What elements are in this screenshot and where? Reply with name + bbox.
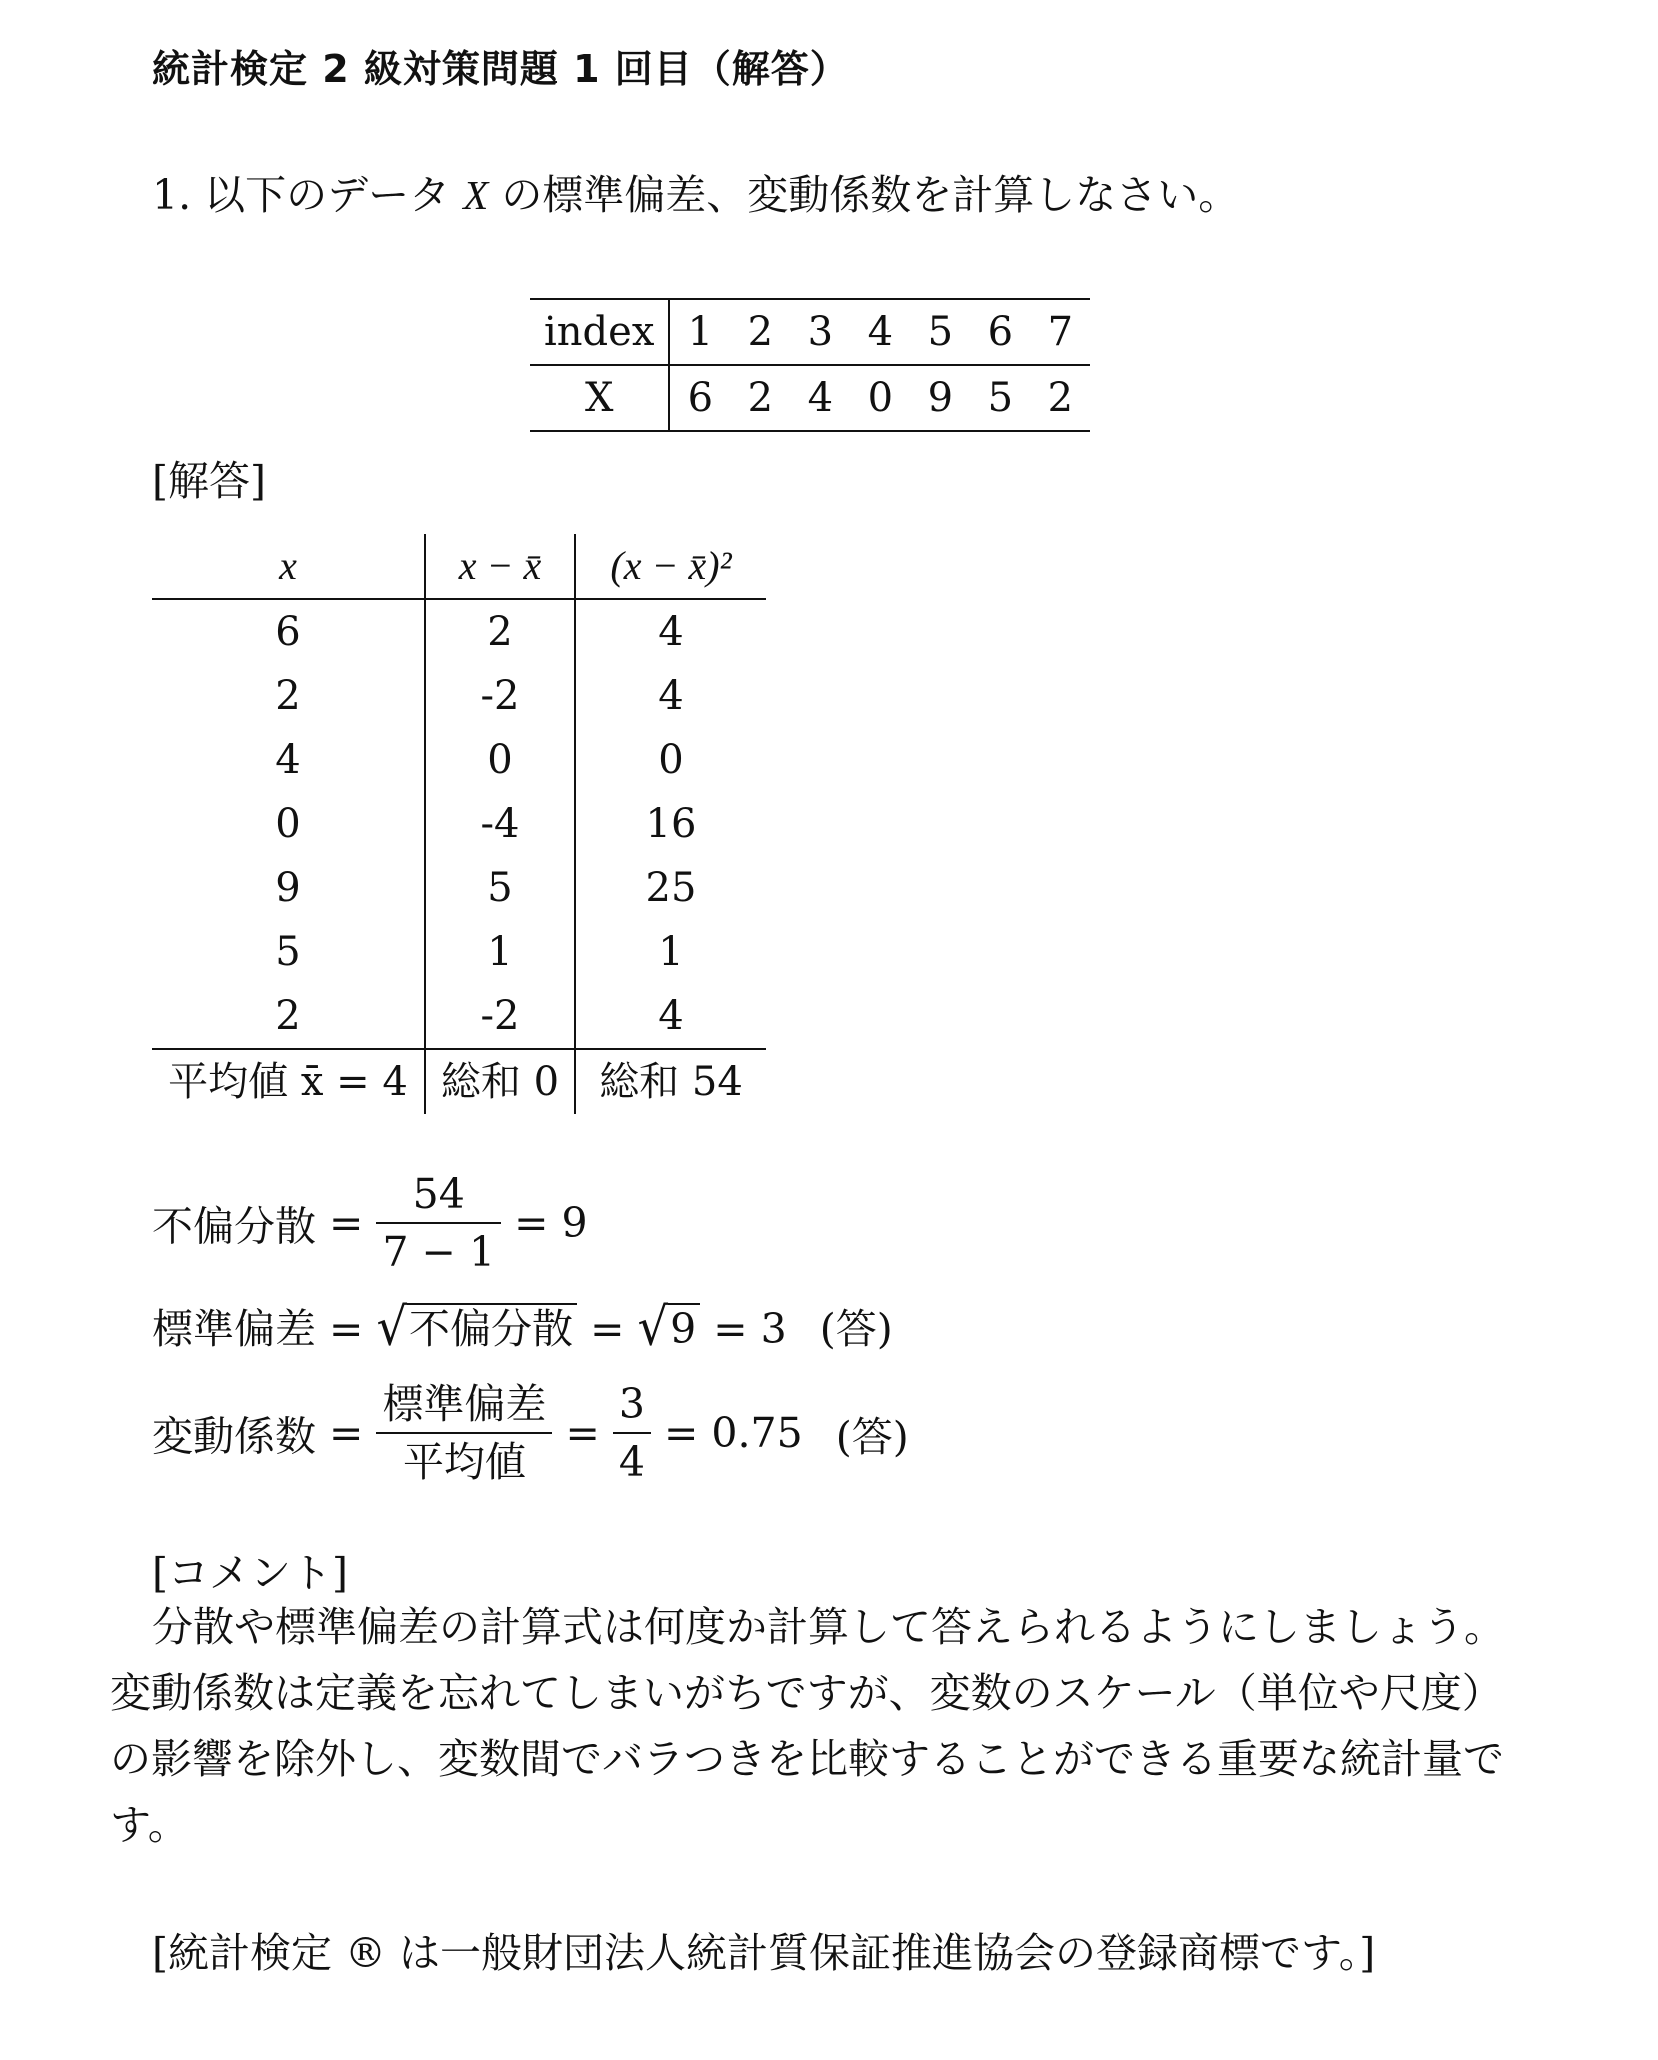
cv-answer-mark: (答) — [835, 1412, 909, 1461]
index-cell: 6 — [970, 299, 1030, 365]
page-title: 統計検定 2 級対策問題 1 回目（解答） — [152, 47, 849, 91]
value-cell: 2 — [730, 365, 790, 431]
cell-x: 9 — [152, 856, 425, 920]
question-text-after: の標準偏差、変動係数を計算しなさい。 — [501, 171, 1240, 219]
value-cell: 9 — [910, 365, 970, 431]
cell-deviation: -2 — [425, 664, 575, 728]
question-text — [152, 162, 1239, 221]
variance-fraction — [376, 1170, 501, 1276]
cell-deviation: -4 — [425, 792, 575, 856]
cell-squared: 0 — [658, 737, 684, 783]
table-row — [152, 664, 766, 728]
cell-squared: 4 — [658, 673, 684, 719]
sd-label: 標準偏差 — [152, 1305, 316, 1353]
cell-x: 2 — [152, 664, 425, 728]
work-table — [152, 534, 766, 1114]
comment-label: [コメント] — [152, 1549, 348, 1597]
data-table-row-label: X — [530, 365, 669, 431]
footer-sum-squared: 総和 54 — [575, 1049, 766, 1114]
cv-denominator-number: 4 — [618, 1438, 645, 1486]
cell-squared: 4 — [658, 609, 684, 655]
variance-formula: 不偏分散 = $\frac{54}{7 - 1}$ = 9 — [152, 1170, 588, 1276]
sd-sqrt-number: 9 — [668, 1303, 700, 1353]
question-variable: X — [463, 172, 489, 218]
table-row — [152, 920, 766, 984]
cell-x: 2 — [152, 984, 425, 1049]
cell-x: 5 — [152, 920, 425, 984]
data-table-header-label: index — [530, 299, 669, 365]
cell-squared: 16 — [645, 801, 697, 847]
value-cell: 2 — [1030, 365, 1090, 431]
index-cell: 7 — [1030, 299, 1090, 365]
question-number: 1. — [152, 171, 192, 219]
value-cell: 4 — [790, 365, 850, 431]
table-row — [152, 984, 766, 1049]
cv-fraction-numbers — [613, 1380, 651, 1486]
data-table-index-row — [530, 299, 1090, 365]
footer-sum-deviation: 総和 0 — [425, 1049, 575, 1114]
cell-deviation: -2 — [425, 984, 575, 1049]
cv-numerator: 標準偏差 — [376, 1380, 552, 1434]
value-cell: 6 — [669, 365, 730, 431]
table-row — [152, 728, 766, 792]
question-text-before: 以下のデータ — [204, 171, 451, 219]
header-x: x — [152, 534, 425, 599]
cv-numerator-number: 3 — [613, 1380, 651, 1434]
cell-x: 4 — [152, 728, 425, 792]
cv-fraction-words — [376, 1380, 552, 1486]
header-deviation: x − x̄ — [425, 534, 575, 599]
index-cell: 5 — [910, 299, 970, 365]
footer-mean: 平均値 x̄ = 4 — [152, 1049, 425, 1114]
table-row — [152, 792, 766, 856]
cv-formula: 変動係数 = $\frac{\text{標準偏差}}{\text{平均値}}$ = $\frac{3}{4}$ = 0.75 (答) — [152, 1380, 909, 1486]
table-row — [152, 856, 766, 920]
value-cell: 5 — [970, 365, 1030, 431]
comment-text: 分散や標準偏差の計算式は何度か計算して答えられるようにしましょう。変動係数は定義を忘れてしまいがちですが、変数のスケール（単位や尺度）の影響を除外し、変数間でバラつきを比較することができる重要な統計量です。 — [110, 1603, 1505, 1849]
cell-deviation: 1 — [425, 920, 575, 984]
variance-label: 不偏分散 — [152, 1202, 316, 1251]
answer-label: [解答] — [152, 457, 266, 505]
cv-label: 変動係数 — [152, 1412, 316, 1461]
cell-x: 0 — [152, 792, 425, 856]
data-table — [530, 298, 1090, 432]
variance-numerator: 54 — [376, 1170, 501, 1224]
cell-x: 6 — [152, 599, 425, 664]
index-cell: 3 — [790, 299, 850, 365]
sd-sqrt-value: √9 — [637, 1299, 700, 1355]
sd-radicand: 不偏分散 — [407, 1303, 577, 1353]
sd-sqrt: √不偏分散 — [376, 1299, 577, 1355]
cv-result: = 0.75 — [664, 1409, 803, 1457]
sd-formula: 標準偏差 = √不偏分散 = √9 = 3 (答) — [152, 1296, 893, 1358]
work-table-footer — [152, 1049, 766, 1114]
variance-result: = 9 — [514, 1199, 588, 1247]
index-cell: 2 — [730, 299, 790, 365]
work-table-header — [152, 534, 766, 599]
index-cell: 1 — [669, 299, 730, 365]
cell-deviation: 5 — [425, 856, 575, 920]
cell-squared: 4 — [658, 993, 684, 1039]
value-cell: 0 — [850, 365, 910, 431]
table-row — [152, 599, 766, 664]
cell-squared: 25 — [645, 865, 697, 911]
cell-squared: 1 — [658, 929, 684, 975]
header-squared-deviation: (x − x̄)² — [575, 534, 766, 599]
sd-answer-mark: (答) — [819, 1305, 893, 1353]
cv-denominator: 平均値 — [402, 1438, 526, 1486]
trademark-note: [統計検定 ® は一般財団法人統計質保証推進協会の登録商標です。] — [152, 1929, 1376, 1977]
data-table-value-row — [530, 365, 1090, 431]
cell-deviation: 2 — [425, 599, 575, 664]
index-cell: 4 — [850, 299, 910, 365]
sd-result: = 3 — [713, 1305, 787, 1353]
cell-deviation: 0 — [425, 728, 575, 792]
variance-denominator: 7 − 1 — [382, 1228, 496, 1276]
